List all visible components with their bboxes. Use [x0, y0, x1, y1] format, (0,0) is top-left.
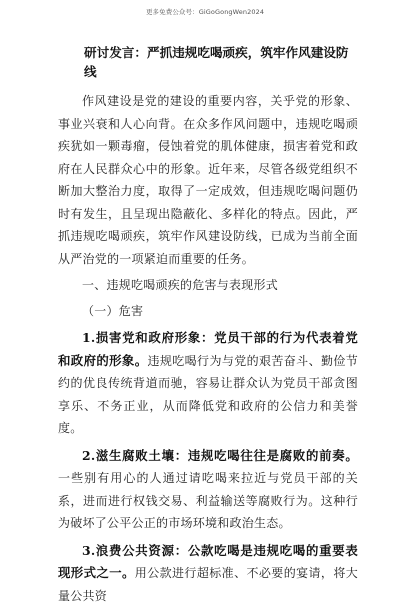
section-heading: 一、违规吃喝顽疾的危害与表现形式	[58, 274, 358, 297]
list-item-lead: 2.滋生腐败土壤：违规吃喝往往是腐败的前奏。	[82, 448, 358, 463]
list-item-body: 用公款进行超标准、不必要的宴请，将大量公共资	[58, 566, 358, 603]
watermark-text: 更多免费公众号：GiGoGongWen2024	[0, 7, 410, 16]
intro-paragraph: 作风建设是党的建设的重要内容，关乎党的形象、事业兴衰和人心向背。在众多作风问题中，违规吃喝顽疾犹如一颗毒瘤，侵蚀着党的肌体健康，损害着党和政府在人民群众心中的形象。近年来，尽管各级党组织不断加大整治力度，取得了一定成效，但违规吃喝问题仍时有发生，且呈现出隐蔽化、多样化的特点。因此，严抓违规吃喝顽疾，筑牢作风建设防线，已成为当前全面从严治党的一项紧迫而重要的任务。	[58, 90, 358, 270]
list-item	[58, 540, 358, 607]
list-item-lead: 1.损害党和政府形象：党员干部的行为代表着党和政府的形象。	[58, 330, 358, 368]
list-item-body: 一些别有用心的人通过请吃喝来拉近与党员干部的关系，进而进行权钱交易、利益输送等腐败行为。这种行为破坏了公平公正的市场环境和政治生态。	[58, 471, 358, 530]
sub-section-heading: （一）危害	[58, 300, 358, 323]
list-item	[58, 445, 358, 535]
document-title: 研讨发言：严抓违规吃喝顽疾，筑牢作风建设防线	[58, 0, 358, 81]
list-item-body: 违规吃喝行为与党的艰苦奋斗、勤俭节约的优良传统背道而驰，容易让群众认为党员干部贪图享乐、不务正业，从而降低党和政府的公信力和美誉度。	[58, 354, 358, 436]
list-item	[58, 327, 358, 440]
list-item-lead: 3.浪费公共资源：公款吃喝是违规吃喝的重要表现形式之一。	[58, 543, 358, 581]
